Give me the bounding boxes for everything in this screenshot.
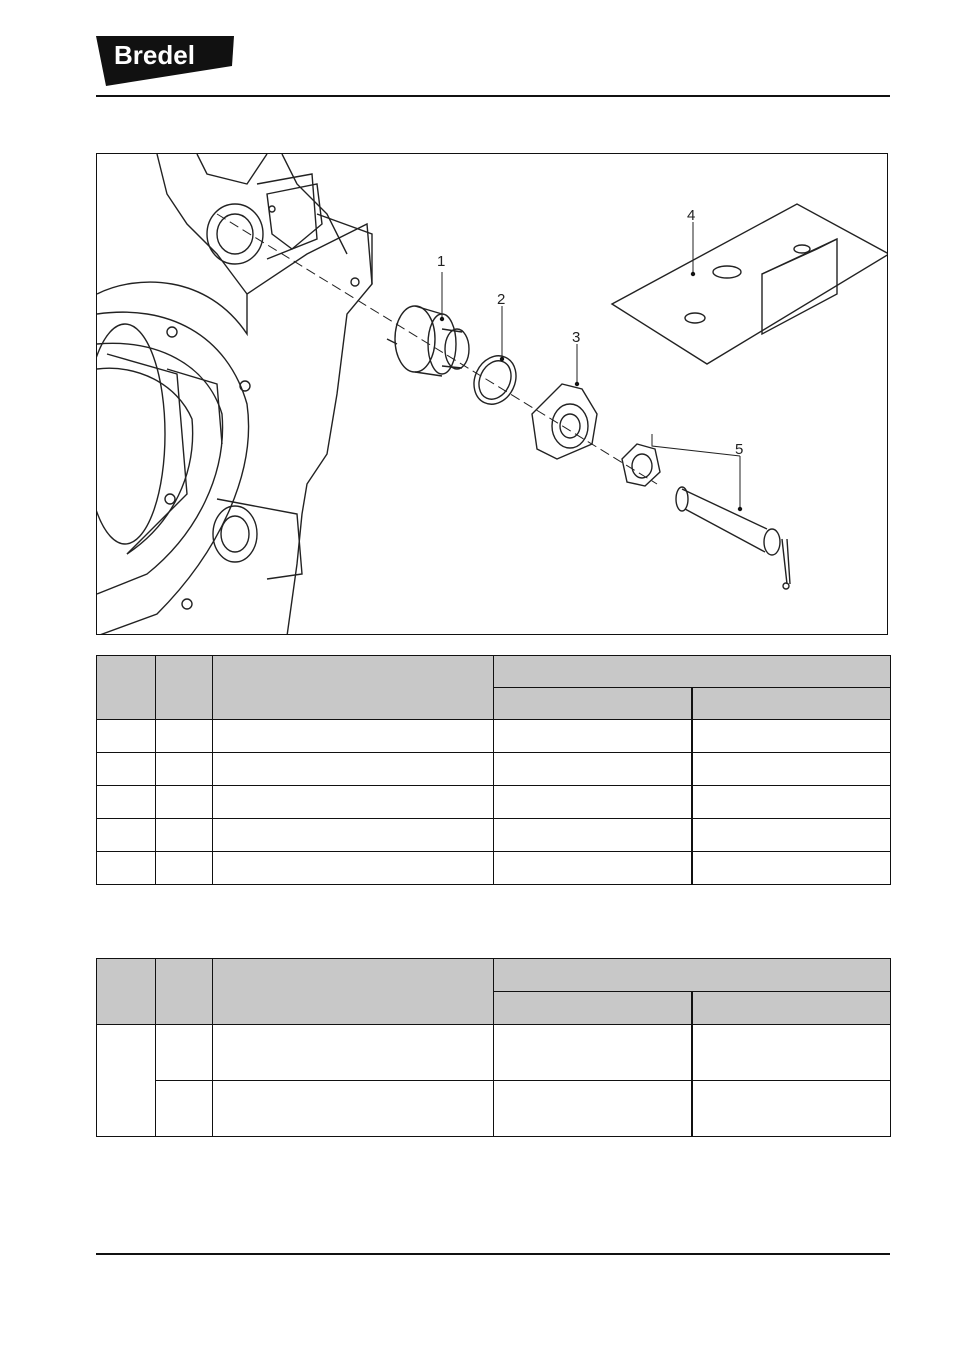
table-row [97,786,891,819]
t2-subheader-1 [494,992,692,1025]
table-row [97,720,891,753]
callout-5: 5 [735,441,744,458]
t2-header-col-3 [213,959,494,1025]
t2-header-group [494,959,891,992]
table-row [97,819,891,852]
callout-1: 1 [437,253,446,270]
callout-4: 4 [687,207,696,224]
table-row [97,852,891,885]
exploded-view-figure [96,153,888,635]
t2-header-col-2 [156,959,213,1025]
footer-rule [96,1253,890,1255]
parts-table-1 [96,655,891,885]
t2-subheader-2 [692,992,891,1025]
callout-2: 2 [497,291,506,308]
t2-header-col-1 [97,959,156,1025]
t1-header-col-3 [213,656,494,720]
callout-3: 3 [572,329,581,346]
brand-logo [96,34,236,86]
table-row [97,753,891,786]
t1-header-col-2 [156,656,213,720]
brand-logo-text: Bredel [114,40,195,70]
t1-subheader-1 [494,688,692,720]
t1-header-col-1 [97,656,156,720]
t1-subheader-2 [692,688,891,720]
table-row [97,1081,891,1137]
header-rule [96,95,890,97]
parts-table-2 [96,958,891,1137]
t1-header-group [494,656,891,688]
table-row [97,1025,891,1081]
